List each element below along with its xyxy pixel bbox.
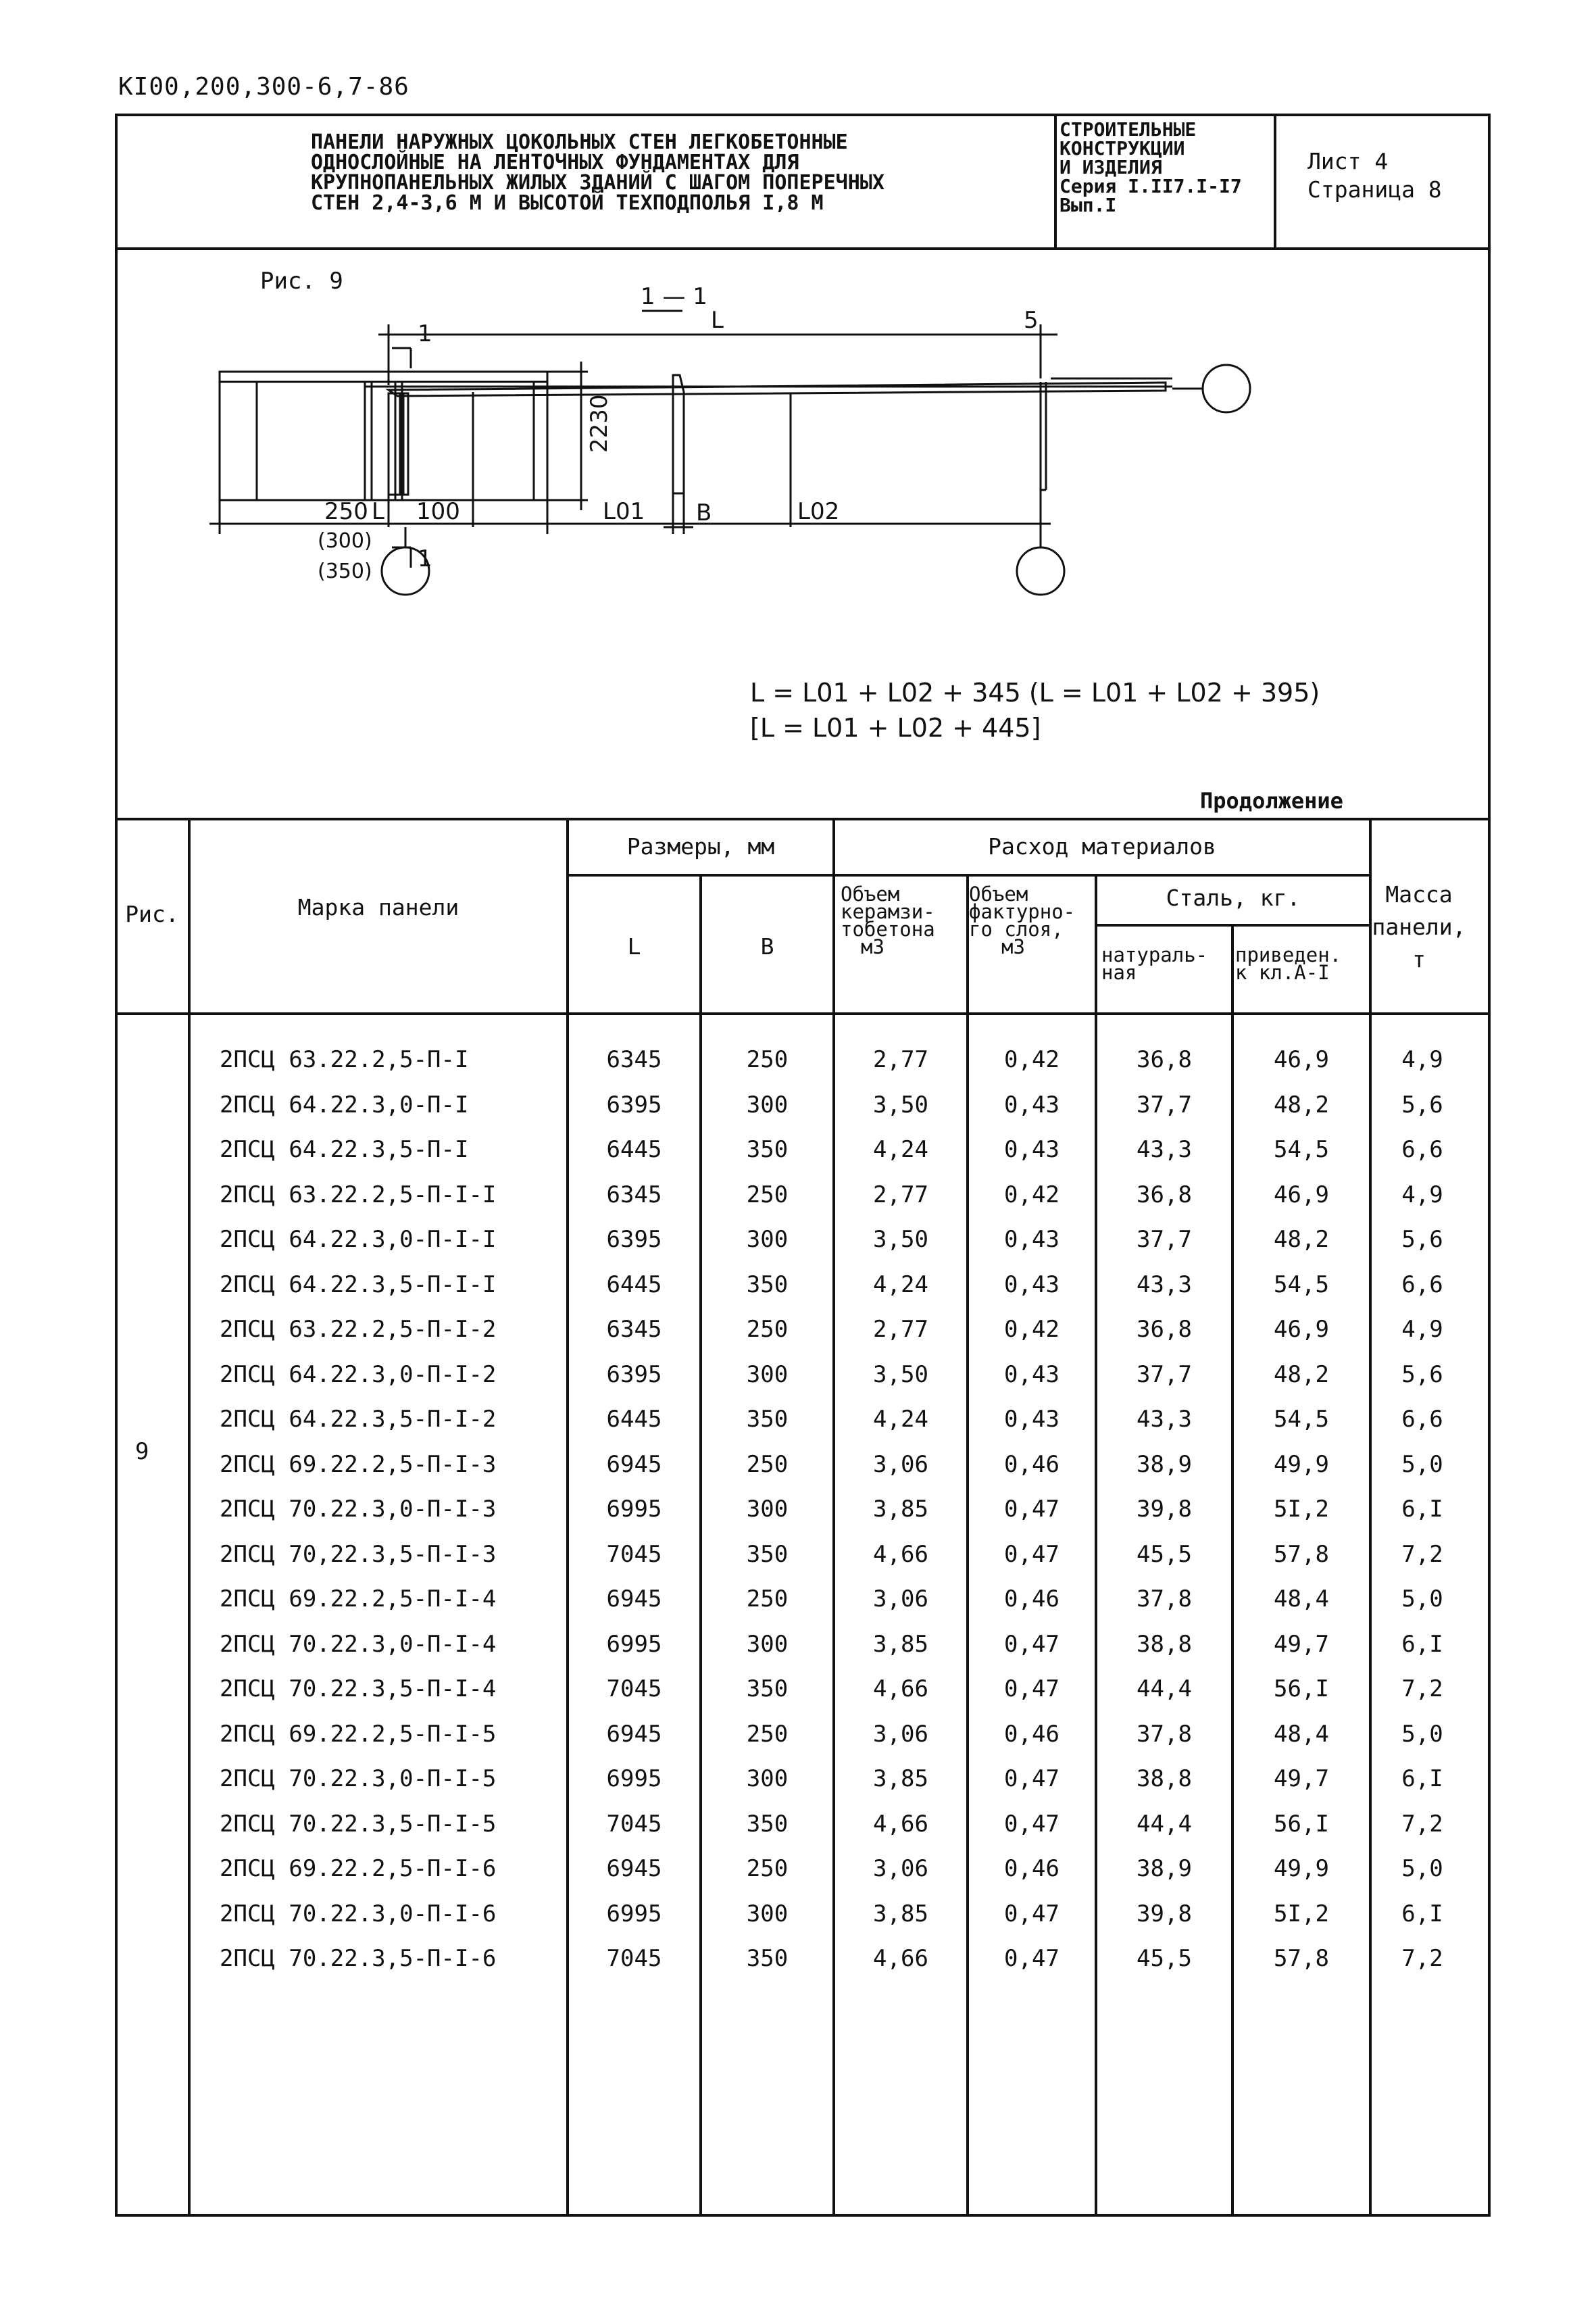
- cell-s1: 43,3: [1137, 1406, 1192, 1433]
- cell-v2: 0,47: [1004, 1900, 1059, 1927]
- cell-s2: 54,5: [1274, 1136, 1329, 1163]
- cell-v2: 0,47: [1004, 1630, 1059, 1658]
- cell-B: 300: [746, 1496, 789, 1523]
- cell-s1: 37,8: [1137, 1720, 1192, 1748]
- cell-v2: 0,43: [1004, 1271, 1059, 1298]
- cell-s1: 38,9: [1137, 1855, 1192, 1882]
- title-line: КРУПНОПАНЕЛЬНЫХ ЖИЛЫХ ЗДАНИЙ С ШАГОМ ПОПЕРЕЧНЫХ: [311, 171, 884, 195]
- cell-L: 6995: [606, 1765, 662, 1792]
- cell-B: 300: [746, 1900, 789, 1927]
- cell-s1: 36,8: [1137, 1046, 1192, 1073]
- formula-line-1: L = L01 + L02 + 345 (L = L01 + L02 + 395): [750, 678, 1320, 708]
- cell-L: 6945: [606, 1585, 662, 1613]
- cell-v2: 0,43: [1004, 1406, 1059, 1433]
- cell-B: 350: [746, 1136, 789, 1163]
- cell-v1: 4,24: [873, 1136, 928, 1163]
- cell-v1: 3,06: [873, 1585, 928, 1613]
- cell-v1: 4,66: [873, 1810, 928, 1838]
- cell-s1: 37,7: [1137, 1360, 1192, 1388]
- cell-m: 6,I: [1401, 1496, 1443, 1523]
- header-b: B: [760, 933, 774, 960]
- cell-L: 7045: [606, 1540, 662, 1568]
- cell-s1: 38,8: [1137, 1765, 1192, 1792]
- header-line: м3: [1001, 935, 1025, 958]
- cell-v2: 0,47: [1004, 1945, 1059, 1972]
- cell-B: 300: [746, 1765, 789, 1792]
- cell-mark: 2ПСЦ 70.22.3,5-П-I-5: [220, 1810, 497, 1838]
- cell-s1: 39,8: [1137, 1496, 1192, 1523]
- cell-B: 350: [746, 1406, 789, 1433]
- header-vol-facture: [969, 885, 1075, 956]
- cell-mark: 2ПСЦ 70.22.3,0-П-I-6: [220, 1900, 497, 1927]
- axis-marker-right: [1203, 365, 1250, 412]
- series-line: И ИЗДЕЛИЯ: [1059, 156, 1162, 178]
- cell-B: 300: [746, 1226, 789, 1253]
- cell-B: 350: [746, 1810, 789, 1838]
- header-divider-1: [1054, 114, 1057, 249]
- cell-s2: 56,I: [1274, 1675, 1329, 1702]
- sheet-block: [1307, 147, 1442, 204]
- continuation-label: Продолжение: [1200, 788, 1343, 814]
- cell-B: 250: [746, 1450, 789, 1478]
- cell-m: 5,6: [1401, 1091, 1443, 1118]
- cell-v2: 0,47: [1004, 1810, 1059, 1838]
- cell-v2: 0,42: [1004, 1181, 1059, 1208]
- header-sizes: Размеры, мм: [626, 833, 775, 860]
- header-line: м3: [861, 935, 884, 958]
- cell-s1: 38,8: [1137, 1630, 1192, 1658]
- header-line: т: [1412, 946, 1426, 973]
- title-line: ОДНОСЛОЙНЫЕ НА ЛЕНТОЧНЫХ ФУНДАМЕНТАХ ДЛЯ: [311, 151, 799, 174]
- cell-v1: 2,77: [873, 1181, 928, 1208]
- cell-m: 4,9: [1401, 1316, 1443, 1343]
- header-line: к кл.А-I: [1235, 961, 1330, 984]
- cell-L: 6945: [606, 1720, 662, 1748]
- cell-mark: 2ПСЦ 64.22.3,5-П-I-2: [220, 1406, 497, 1433]
- header-l: L: [627, 933, 641, 960]
- cell-L: 6445: [606, 1271, 662, 1298]
- plan-300-label: (300): [318, 529, 372, 553]
- cell-v1: 2,77: [873, 1316, 928, 1343]
- cell-L: 6395: [606, 1226, 662, 1253]
- cell-s1: 38,9: [1137, 1450, 1192, 1478]
- cell-v2: 0,43: [1004, 1360, 1059, 1388]
- cell-L: 6445: [606, 1136, 662, 1163]
- cell-mark: 2ПСЦ 63.22.2,5-П-I-2: [220, 1316, 497, 1343]
- cell-v1: 4,66: [873, 1945, 928, 1972]
- header-line: Объем: [841, 883, 900, 906]
- header-line: тобетона: [841, 918, 935, 941]
- cell-mark: 2ПСЦ 64.22.3,5-П-I: [220, 1136, 469, 1163]
- sheet-number: Лист 4: [1307, 148, 1389, 174]
- header-steel: Сталь, кг.: [1166, 885, 1301, 911]
- cell-mark: 2ПСЦ 69.22.2,5-П-I-6: [220, 1855, 497, 1882]
- cell-mark: 2ПСЦ 70,22.3,5-П-I-3: [220, 1540, 497, 1568]
- cell-s2: 57,8: [1274, 1540, 1329, 1568]
- cell-s2: 46,9: [1274, 1181, 1329, 1208]
- cell-m: 6,6: [1401, 1271, 1443, 1298]
- figure-number-cell: 9: [135, 1438, 149, 1465]
- header-line: Масса: [1385, 881, 1453, 908]
- cell-s2: 49,7: [1274, 1630, 1329, 1658]
- cell-s2: 48,2: [1274, 1360, 1329, 1388]
- table-header-bottom-line: [115, 1012, 1491, 1015]
- cell-v1: 2,77: [873, 1046, 928, 1073]
- cell-v2: 0,47: [1004, 1540, 1059, 1568]
- series-line: Вып.I: [1059, 194, 1117, 216]
- series-block: [1059, 120, 1276, 215]
- cell-s2: 48,4: [1274, 1585, 1329, 1613]
- cell-B: 300: [746, 1630, 789, 1658]
- cell-v1: 3,85: [873, 1900, 928, 1927]
- cell-m: 7,2: [1401, 1810, 1443, 1838]
- cell-B: 300: [746, 1360, 789, 1388]
- series-line: СТРОИТЕЛЬНЫЕ: [1059, 118, 1197, 141]
- cell-m: 6,I: [1401, 1630, 1443, 1658]
- section-label: 1 — 1: [641, 283, 707, 310]
- cell-L: 7045: [606, 1945, 662, 1972]
- cell-L: 6945: [606, 1450, 662, 1478]
- cell-v2: 0,46: [1004, 1450, 1059, 1478]
- cell-v1: 4,24: [873, 1406, 928, 1433]
- cell-s1: 36,8: [1137, 1316, 1192, 1343]
- header-vol-keramzit: [841, 885, 935, 956]
- cell-s2: 48,4: [1274, 1720, 1329, 1748]
- plan-l01-label: L01: [603, 498, 645, 525]
- cell-L: 7045: [606, 1810, 662, 1838]
- page-number: Страница 8: [1307, 176, 1442, 203]
- cell-v1: 3,06: [873, 1450, 928, 1478]
- cell-s2: 49,7: [1274, 1765, 1329, 1792]
- cell-v1: 3,06: [873, 1855, 928, 1882]
- plan-350-label: (350): [318, 560, 372, 583]
- cell-L: 6995: [606, 1900, 662, 1927]
- cell-m: 5,0: [1401, 1855, 1443, 1882]
- cell-L: 6345: [606, 1046, 662, 1073]
- cell-s1: 37,7: [1137, 1226, 1192, 1253]
- cell-L: 6345: [606, 1181, 662, 1208]
- cell-m: 6,I: [1401, 1765, 1443, 1792]
- figure-drawing: [115, 250, 1491, 824]
- cell-v2: 0,46: [1004, 1720, 1059, 1748]
- cell-v1: 3,50: [873, 1360, 928, 1388]
- cut-marker-top: 1: [418, 320, 432, 347]
- cell-m: 6,I: [1401, 1900, 1443, 1927]
- cell-s2: 49,9: [1274, 1450, 1329, 1478]
- cell-B: 250: [746, 1181, 789, 1208]
- cell-B: 250: [746, 1046, 789, 1073]
- series-line: Серия I.II7.I-I7: [1059, 175, 1242, 197]
- cell-v2: 0,42: [1004, 1046, 1059, 1073]
- cell-m: 5,6: [1401, 1226, 1443, 1253]
- cell-s1: 45,5: [1137, 1540, 1192, 1568]
- cell-L: 6395: [606, 1091, 662, 1118]
- cell-s2: 5I,2: [1274, 1900, 1329, 1927]
- header-line: го слоя,: [969, 918, 1064, 941]
- cell-v2: 0,47: [1004, 1765, 1059, 1792]
- cell-v2: 0,47: [1004, 1496, 1059, 1523]
- cell-s2: 57,8: [1274, 1945, 1329, 1972]
- cell-v1: 3,85: [873, 1496, 928, 1523]
- cell-m: 7,2: [1401, 1945, 1443, 1972]
- panel-elevation: [220, 372, 547, 500]
- header-line: натураль-: [1101, 943, 1208, 966]
- header-consumption: Расход материалов: [988, 833, 1216, 860]
- cell-s1: 43,3: [1137, 1271, 1192, 1298]
- cell-m: 5,0: [1401, 1720, 1443, 1748]
- cell-s2: 46,9: [1274, 1046, 1329, 1073]
- cell-v2: 0,47: [1004, 1675, 1059, 1702]
- cell-v2: 0,46: [1004, 1585, 1059, 1613]
- plan-l02-label: L02: [797, 498, 840, 525]
- cell-s1: 37,8: [1137, 1585, 1192, 1613]
- cell-m: 5,0: [1401, 1450, 1443, 1478]
- cell-B: 300: [746, 1091, 789, 1118]
- cell-L: 6995: [606, 1496, 662, 1523]
- cell-mark: 2ПСЦ 69.22.2,5-П-I-4: [220, 1585, 497, 1613]
- header-mass: [1372, 879, 1466, 976]
- cell-v2: 0,43: [1004, 1091, 1059, 1118]
- cell-L: 6995: [606, 1630, 662, 1658]
- header-steel-natural: [1101, 943, 1208, 984]
- axis-marker-center: [1017, 547, 1064, 595]
- cell-s2: 54,5: [1274, 1271, 1329, 1298]
- cell-s2: 49,9: [1274, 1855, 1329, 1882]
- header-line: панели,: [1372, 914, 1466, 940]
- cell-m: 4,9: [1401, 1181, 1443, 1208]
- cell-v1: 3,50: [873, 1226, 928, 1253]
- cell-m: 6,6: [1401, 1406, 1443, 1433]
- header-line: приведен.: [1235, 943, 1342, 966]
- cut-marker-bottom: 1: [418, 545, 432, 572]
- cell-mark: 2ПСЦ 70.22.3,5-П-I-4: [220, 1675, 497, 1702]
- plan-100-label: 100: [416, 498, 460, 525]
- cell-v1: 3,50: [873, 1091, 928, 1118]
- table-top-line: [115, 818, 1491, 820]
- dim-b-label: B: [696, 499, 712, 526]
- title-line: СТЕН 2,4-3,6 М И ВЫСОТОЙ ТЕХПОДПОЛЬЯ I,8 М: [311, 191, 824, 215]
- cell-s1: 36,8: [1137, 1181, 1192, 1208]
- figure-label: Рис. 9: [260, 268, 343, 295]
- cell-B: 350: [746, 1271, 789, 1298]
- cell-mark: 2ПСЦ 63.22.2,5-П-I-I: [220, 1181, 497, 1208]
- section-profile: [673, 375, 684, 493]
- cell-B: 350: [746, 1945, 789, 1972]
- series-line: КОНСТРУКЦИИ: [1059, 137, 1185, 159]
- cell-mark: 2ПСЦ 64.22.3,0-П-I-2: [220, 1360, 497, 1388]
- header-line: Объем: [969, 883, 1028, 906]
- cell-mark: 2ПСЦ 64.22.3,0-П-I: [220, 1091, 469, 1118]
- cell-v1: 3,06: [873, 1720, 928, 1748]
- cell-v1: 3,85: [873, 1630, 928, 1658]
- cell-m: 5,6: [1401, 1360, 1443, 1388]
- plan-5-label: 5: [1024, 307, 1039, 334]
- document-code: KI00,200,300-6,7-86: [118, 73, 409, 101]
- cell-mark: 2ПСЦ 70.22.3,5-П-I-6: [220, 1945, 497, 1972]
- cell-v1: 4,66: [873, 1675, 928, 1702]
- cell-B: 350: [746, 1540, 789, 1568]
- header-subline-1: [568, 874, 1370, 877]
- cell-s2: 48,2: [1274, 1226, 1329, 1253]
- cell-v2: 0,43: [1004, 1226, 1059, 1253]
- cell-mark: 2ПСЦ 69.22.2,5-П-I-5: [220, 1720, 497, 1748]
- cell-s2: 46,9: [1274, 1316, 1329, 1343]
- cell-s1: 43,3: [1137, 1136, 1192, 1163]
- dim-height-label: 2230: [586, 394, 613, 453]
- document-title: [311, 132, 1041, 214]
- cell-L: 7045: [606, 1675, 662, 1702]
- cell-v2: 0,46: [1004, 1855, 1059, 1882]
- plan-250-label: 250: [324, 498, 368, 525]
- col-divider-fig: [188, 818, 191, 2217]
- cell-v1: 4,24: [873, 1271, 928, 1298]
- header-line: ная: [1101, 961, 1137, 984]
- cell-m: 7,2: [1401, 1540, 1443, 1568]
- cell-s1: 44,4: [1137, 1675, 1192, 1702]
- cell-s1: 37,7: [1137, 1091, 1192, 1118]
- cell-s2: 54,5: [1274, 1406, 1329, 1433]
- formula-line-2: [L = L01 + L02 + 445]: [750, 713, 1041, 743]
- header-line: фактурно-: [969, 900, 1076, 923]
- cell-L: 6395: [606, 1360, 662, 1388]
- cell-L: 6945: [606, 1855, 662, 1882]
- cell-m: 6,6: [1401, 1136, 1443, 1163]
- plan-l-label: L: [711, 307, 724, 334]
- cell-B: 350: [746, 1675, 789, 1702]
- cell-v2: 0,43: [1004, 1136, 1059, 1163]
- cell-m: 4,9: [1401, 1046, 1443, 1073]
- cell-s1: 39,8: [1137, 1900, 1192, 1927]
- cell-mark: 2ПСЦ 69.22.2,5-П-I-3: [220, 1450, 497, 1478]
- cell-s2: 5I,2: [1274, 1496, 1329, 1523]
- cell-s2: 48,2: [1274, 1091, 1329, 1118]
- cell-v1: 4,66: [873, 1540, 928, 1568]
- header-mark: Марка панели: [297, 894, 459, 920]
- cell-s1: 45,5: [1137, 1945, 1192, 1972]
- cell-m: 5,0: [1401, 1585, 1443, 1613]
- cell-B: 250: [746, 1585, 789, 1613]
- cell-v1: 3,85: [873, 1765, 928, 1792]
- cell-mark: 2ПСЦ 70.22.3,0-П-I-3: [220, 1496, 497, 1523]
- cell-s2: 56,I: [1274, 1810, 1329, 1838]
- cell-v2: 0,42: [1004, 1316, 1059, 1343]
- cell-s1: 44,4: [1137, 1810, 1192, 1838]
- cell-L: 6445: [606, 1406, 662, 1433]
- cell-mark: 2ПСЦ 63.22.2,5-П-I: [220, 1046, 469, 1073]
- cell-mark: 2ПСЦ 64.22.3,5-П-I-I: [220, 1271, 497, 1298]
- header-steel-reduced: [1235, 943, 1342, 984]
- title-line: ПАНЕЛИ НАРУЖНЫХ ЦОКОЛЬНЫХ СТЕН ЛЕГКОБЕТОННЫЕ: [311, 130, 848, 154]
- cell-m: 7,2: [1401, 1675, 1443, 1702]
- cell-mark: 2ПСЦ 64.22.3,0-П-I-I: [220, 1226, 497, 1253]
- dim-length-label: L: [372, 498, 384, 525]
- cell-B: 250: [746, 1855, 789, 1882]
- cell-B: 250: [746, 1720, 789, 1748]
- cell-mark: 2ПСЦ 70.22.3,0-П-I-4: [220, 1630, 497, 1658]
- cell-L: 6345: [606, 1316, 662, 1343]
- header-line: керамзи-: [841, 900, 935, 923]
- cell-mark: 2ПСЦ 70.22.3,0-П-I-5: [220, 1765, 497, 1792]
- header-fig: Рис.: [125, 901, 179, 927]
- cell-B: 250: [746, 1316, 789, 1343]
